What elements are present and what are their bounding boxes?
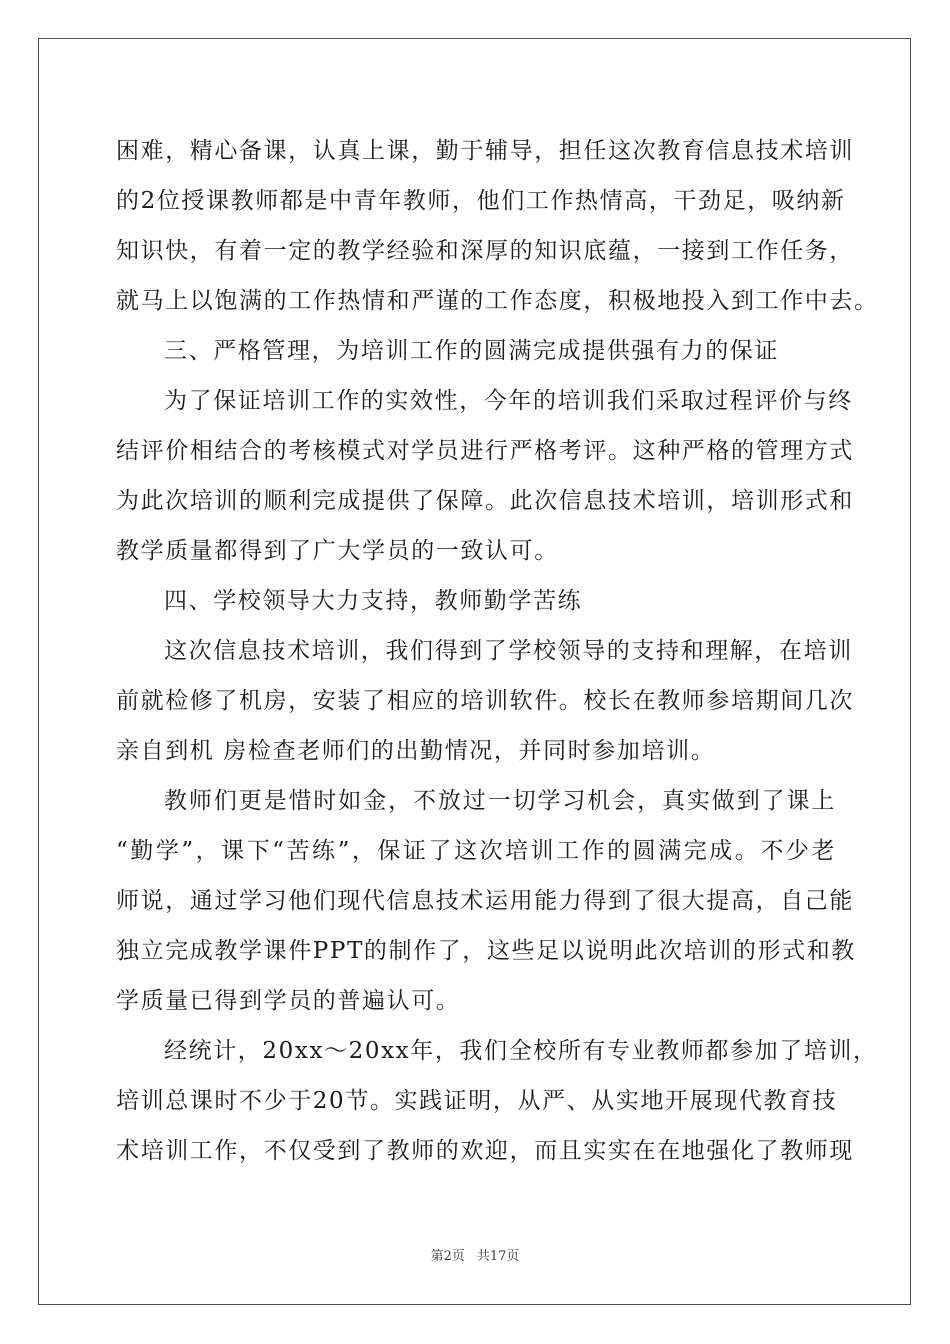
text-line: 困难，精心备课，认真上课，勤于辅导，担任这次教育信息技术培训 <box>116 138 854 164</box>
text-line: 术培训工作，不仅受到了教师的欢迎，而且实实在在地强化了教师现 <box>116 1138 854 1164</box>
text-line: 师说，通过学习他们现代信息技术运用能力得到了很大提高，自己能 <box>116 888 854 914</box>
text-line: 结评价相结合的考核模式对学员进行严格考评。这种严格的管理方式 <box>116 438 854 464</box>
text-line: 学质量已得到学员的普遍认可。 <box>116 988 461 1014</box>
text-line: 知识快，有着一定的教学经验和深厚的知识底蕴，一接到工作任务， <box>116 238 854 264</box>
text-line: 经统计，20xx～20xx年，我们全校所有专业教师都参加了培训， <box>164 1038 878 1064</box>
text-line: 教师们更是惜时如金，不放过一切学习机会，真实做到了课上 <box>164 788 836 814</box>
text-line: 这次信息技术培训，我们得到了学校领导的支持和理解，在培训 <box>164 638 853 664</box>
text-line: 就马上以饱满的工作热情和严谨的工作态度，积极地投入到工作中去。 <box>116 288 879 314</box>
text-line: 为了保证培训工作的实效性，今年的培训我们采取过程评价与终 <box>164 388 853 414</box>
text-line: 独立完成教学课件PPT的制作了，这些足以说明此次培训的形式和教 <box>116 938 856 964</box>
page-total: 共17页 <box>476 1249 520 1264</box>
page-number: 第2页 <box>430 1249 465 1264</box>
text-line: “勤学”，课下“苦练”，保证了这次培训工作的圆满完成。不少老 <box>116 838 836 864</box>
section-heading: 四、学校领导大力支持，教师勤学苦练 <box>164 588 583 614</box>
text-line: 前就检修了机房，安装了相应的培训软件。校长在教师参培期间几次 <box>116 688 854 714</box>
text-line: 为此次培训的顺利完成提供了保障。此次信息技术培训，培训形式和 <box>116 488 854 514</box>
text-line: 亲自到机 房检查老师们的出勤情况，并同时参加培训。 <box>116 738 716 764</box>
page-footer <box>0 1248 950 1266</box>
text-line: 的2位授课教师都是中青年教师，他们工作热情高，干劲足，吸纳新 <box>116 188 846 214</box>
text-line: 培训总课时不少于20节。实践证明，从严、从实地开展现代教育技 <box>116 1088 838 1114</box>
text-line: 教学质量都得到了广大学员的一致认可。 <box>116 538 559 564</box>
section-heading: 三、严格管理，为培训工作的圆满完成提供强有力的保证 <box>164 338 779 364</box>
